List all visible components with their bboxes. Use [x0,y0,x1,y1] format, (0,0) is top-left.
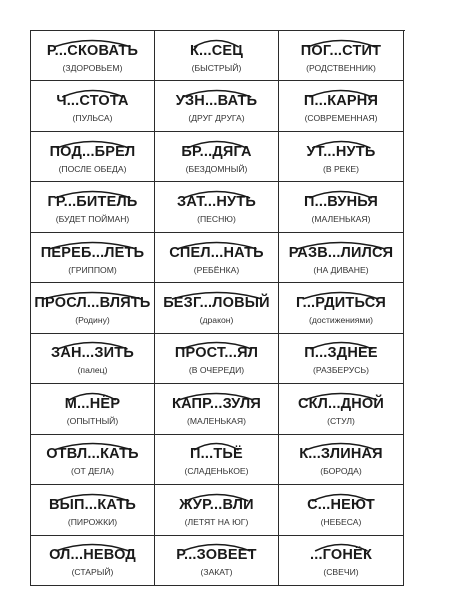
word-card [279,233,404,283]
word-card [31,182,155,232]
card-word [49,547,136,563]
card-hint: (МАЛЕНЬКАЯ) [187,415,246,426]
card-word [172,396,261,412]
card-word-text: СКЛ...ДНОЙ [297,395,385,412]
word-card [279,384,404,434]
word-card [279,435,404,485]
word-card [31,31,155,81]
card-hint: (БУДЕТ ПОЙМАН) [55,214,130,225]
card-hint: (ЗАКАТ) [200,567,233,578]
word-card [31,435,155,485]
card-word-text: К...ЗЛИНАЯ [299,446,383,463]
card-hint: (РАЗБЕРУСЬ) [313,365,369,376]
card-hint: (БЫСТРЫЙ) [191,62,242,73]
card-word [48,194,138,210]
card-word-text: ОТВЛ...КАТЬ [46,446,139,463]
word-card [155,132,279,182]
word-card [155,182,279,232]
card-hint: (РЕБЁНКА) [193,264,240,275]
card-word [307,144,376,160]
card-word [304,345,378,361]
card-hint: (РОДСТВЕННИК) [306,62,376,73]
card-hint: (ДРУГ ДРУГА) [188,113,245,124]
card-word-text: ЗАН...ЗИТЬ [51,345,134,362]
card-word-text: ПОД...БРЕЛ [49,143,136,160]
card-word-text: К...СЕЦ [189,42,244,59]
card-word-text: КАПР...ЗУЛЯ [172,395,261,412]
card-hint: (палец) [77,365,108,376]
card-word-text: УТ...НУТЬ [306,143,376,160]
card-hint: (МАЛЕНЬКАЯ) [311,214,371,225]
card-word-text: П...КАРНЯ [303,93,379,110]
card-hint: (ОПЫТНЫЙ) [66,415,119,426]
word-card [155,485,279,535]
card-hint: (ПУЛЬСА) [72,113,113,124]
card-word-text: П...ТЬЁ [190,446,243,463]
card-hint: (БЕЗДОМНЫЙ) [185,163,248,174]
word-card [31,233,155,283]
card-hint: (достижениями) [309,314,373,325]
card-word [190,43,243,59]
word-card [279,334,404,384]
word-card [279,283,404,333]
card-word [34,295,150,311]
card-word-text: П...ЗДНЕЕ [304,345,378,362]
word-card [31,485,155,535]
card-word [46,446,139,462]
word-card [155,334,279,384]
card-word [289,245,394,261]
word-card [279,132,404,182]
card-word-text: БЕЗГ...ЛОВЫЙ [163,294,270,311]
card-word-text: Р...ЗОВЕЕТ [176,547,257,564]
word-card [31,283,155,333]
card-word [163,295,270,311]
word-card [155,31,279,81]
card-hint: (НА ДИВАНЕ) [313,264,369,275]
card-word-text: УЗН...ВАТЬ [175,93,258,110]
card-word [301,43,381,59]
card-word [299,446,383,462]
card-word [298,396,384,412]
word-card [31,132,155,182]
card-word-text: Г...РДИТЬСЯ [295,294,386,311]
word-card [279,485,404,535]
card-word-text: ЖУР...ВЛИ [179,496,254,513]
word-card [31,384,155,434]
word-card [279,31,404,81]
card-word [304,93,378,109]
word-card [155,283,279,333]
word-card [155,384,279,434]
card-word-text: РАЗВ...ЛИЛСЯ [288,244,394,261]
card-word [310,547,372,563]
card-word-text: Ч...СТОТА [56,93,129,110]
card-word [176,93,257,109]
card-word-text: ...ГОНЁК [309,547,372,564]
card-hint: (СВЕЧИ) [323,567,359,578]
card-word [169,245,264,261]
word-card [279,182,404,232]
card-word-text: П...ВУНЬЯ [303,194,378,211]
card-word [51,345,134,361]
card-word-text: БР...ДЯГА [181,143,252,160]
card-hint: (В РЕКЕ) [322,163,360,174]
card-grid [30,30,405,586]
word-card [279,536,404,586]
card-word-text: Р...СКОВАТЬ [46,42,139,59]
card-word-text: ОЛ...НЕВОД [49,547,136,564]
card-hint: (НЕБЕСА) [320,516,362,527]
card-word [65,396,120,412]
card-word [177,194,256,210]
card-word [190,446,243,462]
card-hint: (ЗДОРОВЬЕМ) [62,62,123,73]
card-word [176,547,256,563]
card-word-text: С...НЕЮТ [307,496,375,513]
card-hint: (ОТ ДЕЛА) [71,466,114,477]
word-card [155,233,279,283]
card-hint: (СТУЛ) [327,415,355,426]
card-word-text: М...НЁР [64,395,121,412]
card-word-text: ВЫП...КАТЬ [48,496,137,513]
card-word-text: ПОГ...СТИТ [300,42,382,59]
card-hint: (СЛАДЕНЬКОЕ) [184,466,249,477]
card-hint: (ПЕСНЮ) [197,214,236,225]
card-word [179,497,254,513]
card-word-text: ПЕРЕБ...ЛЕТЬ [40,244,145,261]
card-hint: (ПИРОЖКИ) [67,516,118,527]
card-word-text: ПРОСЛ...ВЛЯТЬ [34,294,151,311]
card-word [49,497,136,513]
card-hint: (ПОСЛЕ ОБЕДА) [58,163,127,174]
card-word-text: ГР...БИТЕЛЬ [47,194,138,211]
card-hint: (дракон) [199,314,234,325]
card-hint: (В ОЧЕРЕДИ) [188,365,245,376]
card-word [181,144,251,160]
card-hint: (СТАРЫЙ) [71,567,114,578]
word-card [31,334,155,384]
card-hint: (Родину) [75,314,110,325]
word-card [155,81,279,131]
card-hint: (СОВРЕМЕННАЯ) [304,113,378,124]
word-card [31,536,155,586]
card-word [50,144,136,160]
card-word [56,93,128,109]
card-hint: (ЛЕТЯТ НА ЮГ) [184,516,249,527]
word-card [155,536,279,586]
card-word [41,245,144,261]
card-hint: (БОРОДА) [320,466,362,477]
word-card [31,81,155,131]
card-word-text: СПЕЛ...НАТЬ [169,244,264,261]
card-word [304,194,378,210]
card-hint: (ГРИППОМ) [68,264,117,275]
word-card [279,81,404,131]
card-word [47,43,138,59]
card-word [296,295,386,311]
card-word [175,345,258,361]
card-word-text: ЗАТ...НУТЬ [177,194,256,211]
card-word [307,497,375,513]
word-card [155,435,279,485]
card-word-text: ПРОСТ...ЯЛ [174,345,259,362]
